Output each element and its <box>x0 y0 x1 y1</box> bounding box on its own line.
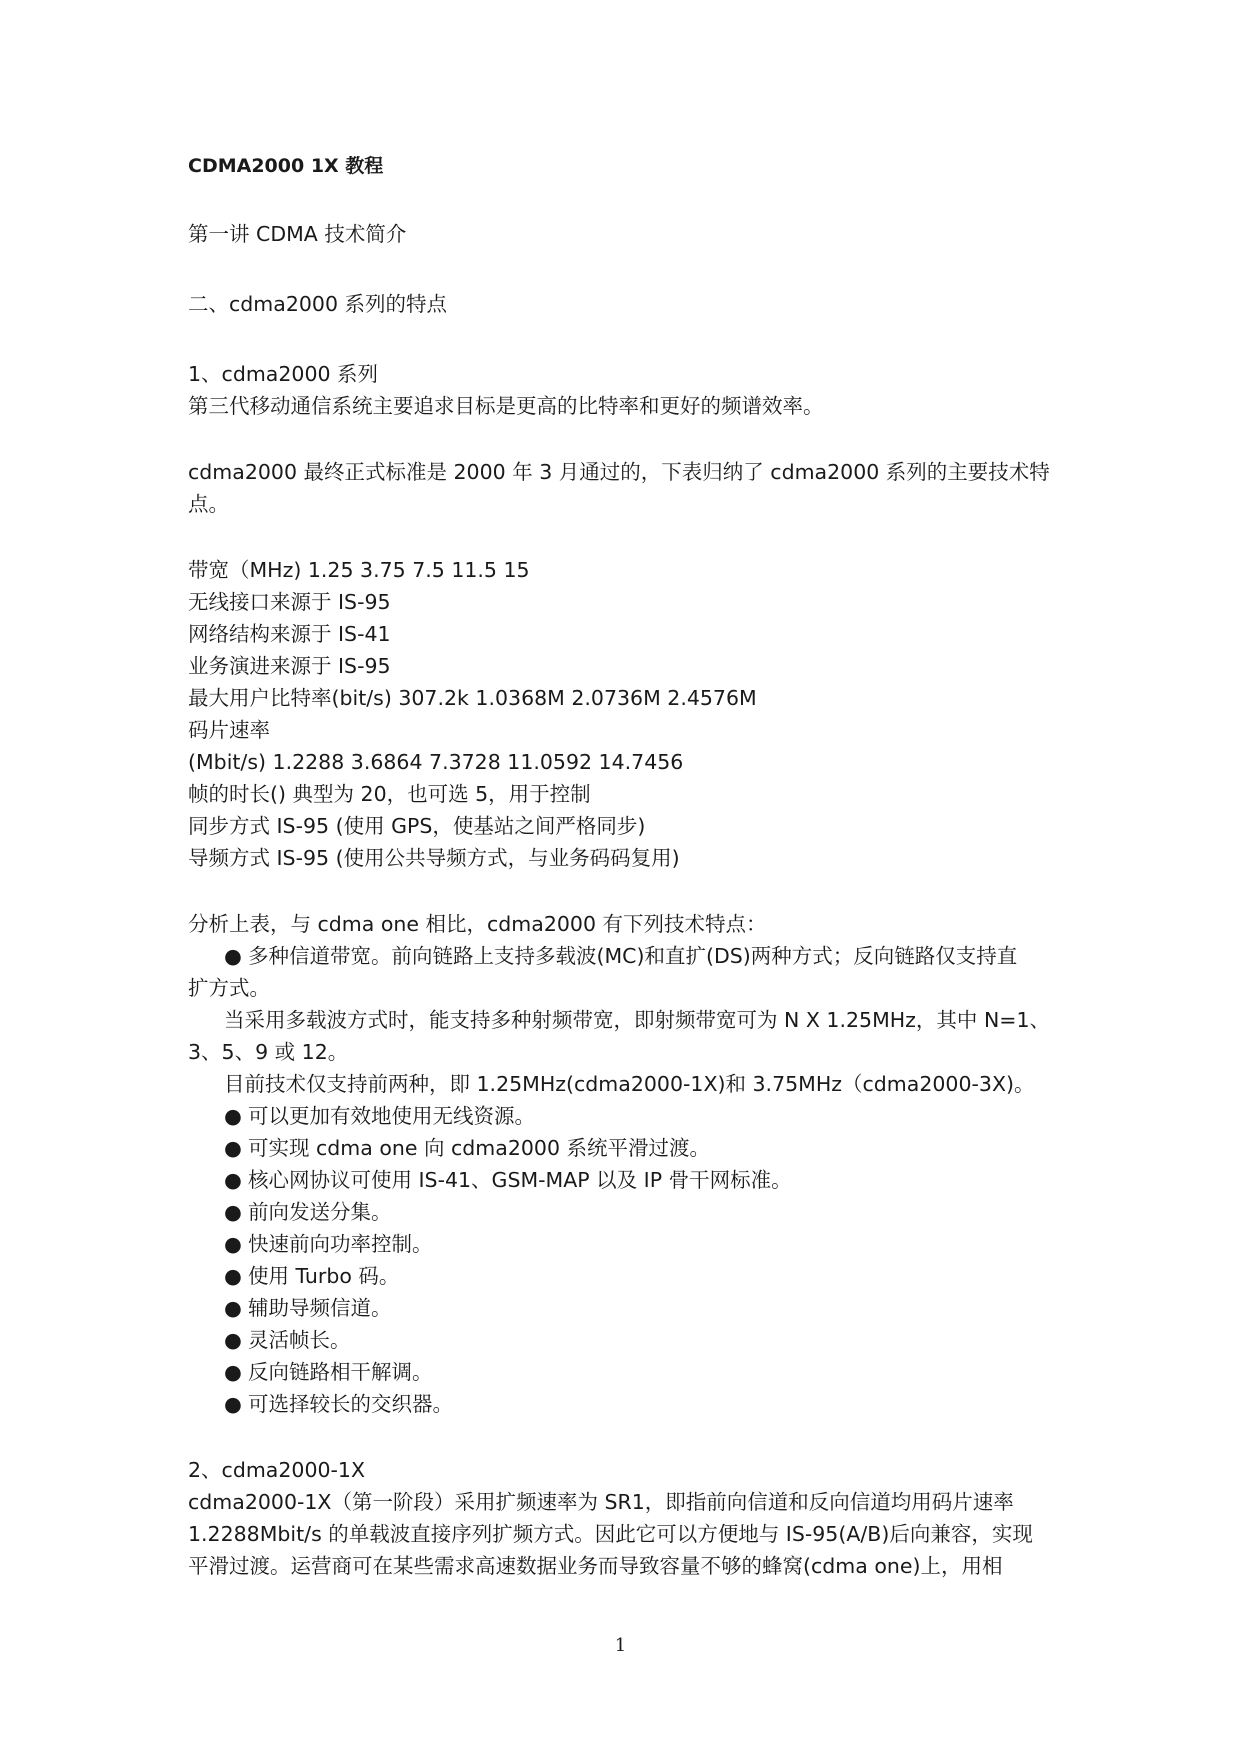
bullet-item-first-continuation: 扩方式。 <box>188 976 270 1000</box>
spec-line-network: 网络结构来源于 IS-41 <box>188 622 391 646</box>
subsection-2-line-3: 平滑过渡。运营商可在某些需求高速数据业务而导致容量不够的蜂窝(cdma one)上，用相 <box>188 1554 1003 1578</box>
list-item-text: 辅助导频信道。 <box>248 1296 392 1320</box>
document-body <box>188 152 1068 1582</box>
spec-line-chip-rate-label: 码片速率 <box>188 718 270 742</box>
bullet-item-first-text: 多种信道带宽。前向链路上支持多载波(MC)和直扩(DS)两种方式；反向链路仅支持直 <box>248 944 1018 968</box>
subsection-1-paragraph-2-line-1: cdma2000 最终正式标准是 2000 年 3 月通过的，下表归纳了 cdma2000 系列的主要技术特 <box>188 460 1050 484</box>
bullet-dot-icon: ● <box>224 1168 242 1192</box>
list-item-text: 可选择较长的交织器。 <box>248 1392 453 1416</box>
bullet-dot-icon: ● <box>224 1296 242 1320</box>
list-item-text: 灵活帧长。 <box>248 1328 351 1352</box>
list-item-text: 前向发送分集。 <box>248 1200 392 1224</box>
spec-line-frame-length: 帧的时长() 典型为 20，也可选 5，用于控制 <box>188 782 591 806</box>
list-item <box>188 1260 1068 1292</box>
list-item <box>188 1132 1068 1164</box>
indented-paragraph-1-line-2: 3、5、9 或 12。 <box>188 1040 349 1064</box>
list-item-text: 快速前向功率控制。 <box>248 1232 433 1256</box>
subsection-2-line-2: 1.2288Mbit/s 的单载波直接序列扩频方式。因此它可以方便地与 IS-95(A/B)后向兼容，实现 <box>188 1522 1033 1546</box>
indented-paragraph-2: 目前技术仅支持前两种，即 1.25MHz(cdma2000-1X)和 3.75MHz（cdma2000-3X)。 <box>224 1072 1035 1096</box>
list-item-text: 使用 Turbo 码。 <box>248 1264 400 1288</box>
list-item-text: 反向链路相干解调。 <box>248 1360 433 1384</box>
list-item <box>188 1356 1068 1388</box>
spec-line-max-bitrate: 最大用户比特率(bit/s) 307.2k 1.0368M 2.0736M 2.4576M <box>188 686 757 710</box>
analysis-intro: 分析上表，与 cdma one 相比，cdma2000 有下列技术特点： <box>188 912 767 936</box>
bullet-dot-icon: ● <box>224 1136 242 1160</box>
subsection-2-heading: 2、cdma2000-1X <box>188 1458 366 1482</box>
spec-line-chip-rate-values: (Mbit/s) 1.2288 3.6864 7.3728 11.0592 14.7456 <box>188 750 684 774</box>
subsection-1-paragraph-1: 第三代移动通信系统主要追求目标是更高的比特率和更好的频谱效率。 <box>188 394 824 418</box>
list-item <box>188 1324 1068 1356</box>
lecture-heading: 第一讲 CDMA 技术简介 <box>188 222 407 246</box>
list-item <box>188 1196 1068 1228</box>
subsection-1-heading: 1、cdma2000 系列 <box>188 362 379 386</box>
spec-line-air-interface: 无线接口来源于 IS-95 <box>188 590 391 614</box>
bullet-dot-icon: ● <box>224 1104 242 1128</box>
spec-line-pilot: 导频方式 IS-95 (使用公共导频方式，与业务码码复用) <box>188 846 680 870</box>
bullet-dot-icon: ● <box>224 1264 242 1288</box>
list-item-text: 可实现 cdma one 向 cdma2000 系统平滑过渡。 <box>248 1136 711 1160</box>
list-item <box>188 1292 1068 1324</box>
indented-paragraph-1-line-1: 当采用多载波方式时，能支持多种射频带宽，即射频带宽可为 N X 1.25MHz，其中 N=1、 <box>224 1008 1051 1032</box>
bullet-dot-icon: ● <box>224 1232 242 1256</box>
list-item <box>188 1228 1068 1260</box>
list-item <box>188 1100 1068 1132</box>
document-title: CDMA2000 1X 教程 <box>188 155 384 177</box>
spec-line-bandwidth: 带宽（MHz) 1.25 3.75 7.5 11.5 15 <box>188 558 530 582</box>
spec-line-sync: 同步方式 IS-95 (使用 GPS，使基站之间严格同步) <box>188 814 646 838</box>
subsection-2-line-1: cdma2000-1X（第一阶段）采用扩频速率为 SR1，即指前向信道和反向信道均用码片速率 <box>188 1490 1014 1514</box>
list-item <box>188 1164 1068 1196</box>
spec-line-service: 业务演进来源于 IS-95 <box>188 654 391 678</box>
bullet-item-first <box>188 940 1068 972</box>
bullet-dot-icon: ● <box>224 1392 242 1416</box>
subsection-1-paragraph-2-line-2: 点。 <box>188 492 229 516</box>
spec-table-lines <box>188 554 1068 874</box>
section-heading: 二、cdma2000 系列的特点 <box>188 292 448 316</box>
bullet-dot-icon: ● <box>224 1328 242 1352</box>
bullet-dot-icon: ● <box>224 1200 242 1224</box>
page-number: 1 <box>614 1635 627 1656</box>
bullet-dot-icon: ● <box>224 1360 242 1384</box>
list-item <box>188 1388 1068 1420</box>
bullet-dot-icon: ● <box>224 944 242 968</box>
list-item-text: 核心网协议可使用 IS-41、GSM-MAP 以及 IP 骨干网标准。 <box>248 1168 792 1192</box>
list-item-text: 可以更加有效地使用无线资源。 <box>248 1104 535 1128</box>
